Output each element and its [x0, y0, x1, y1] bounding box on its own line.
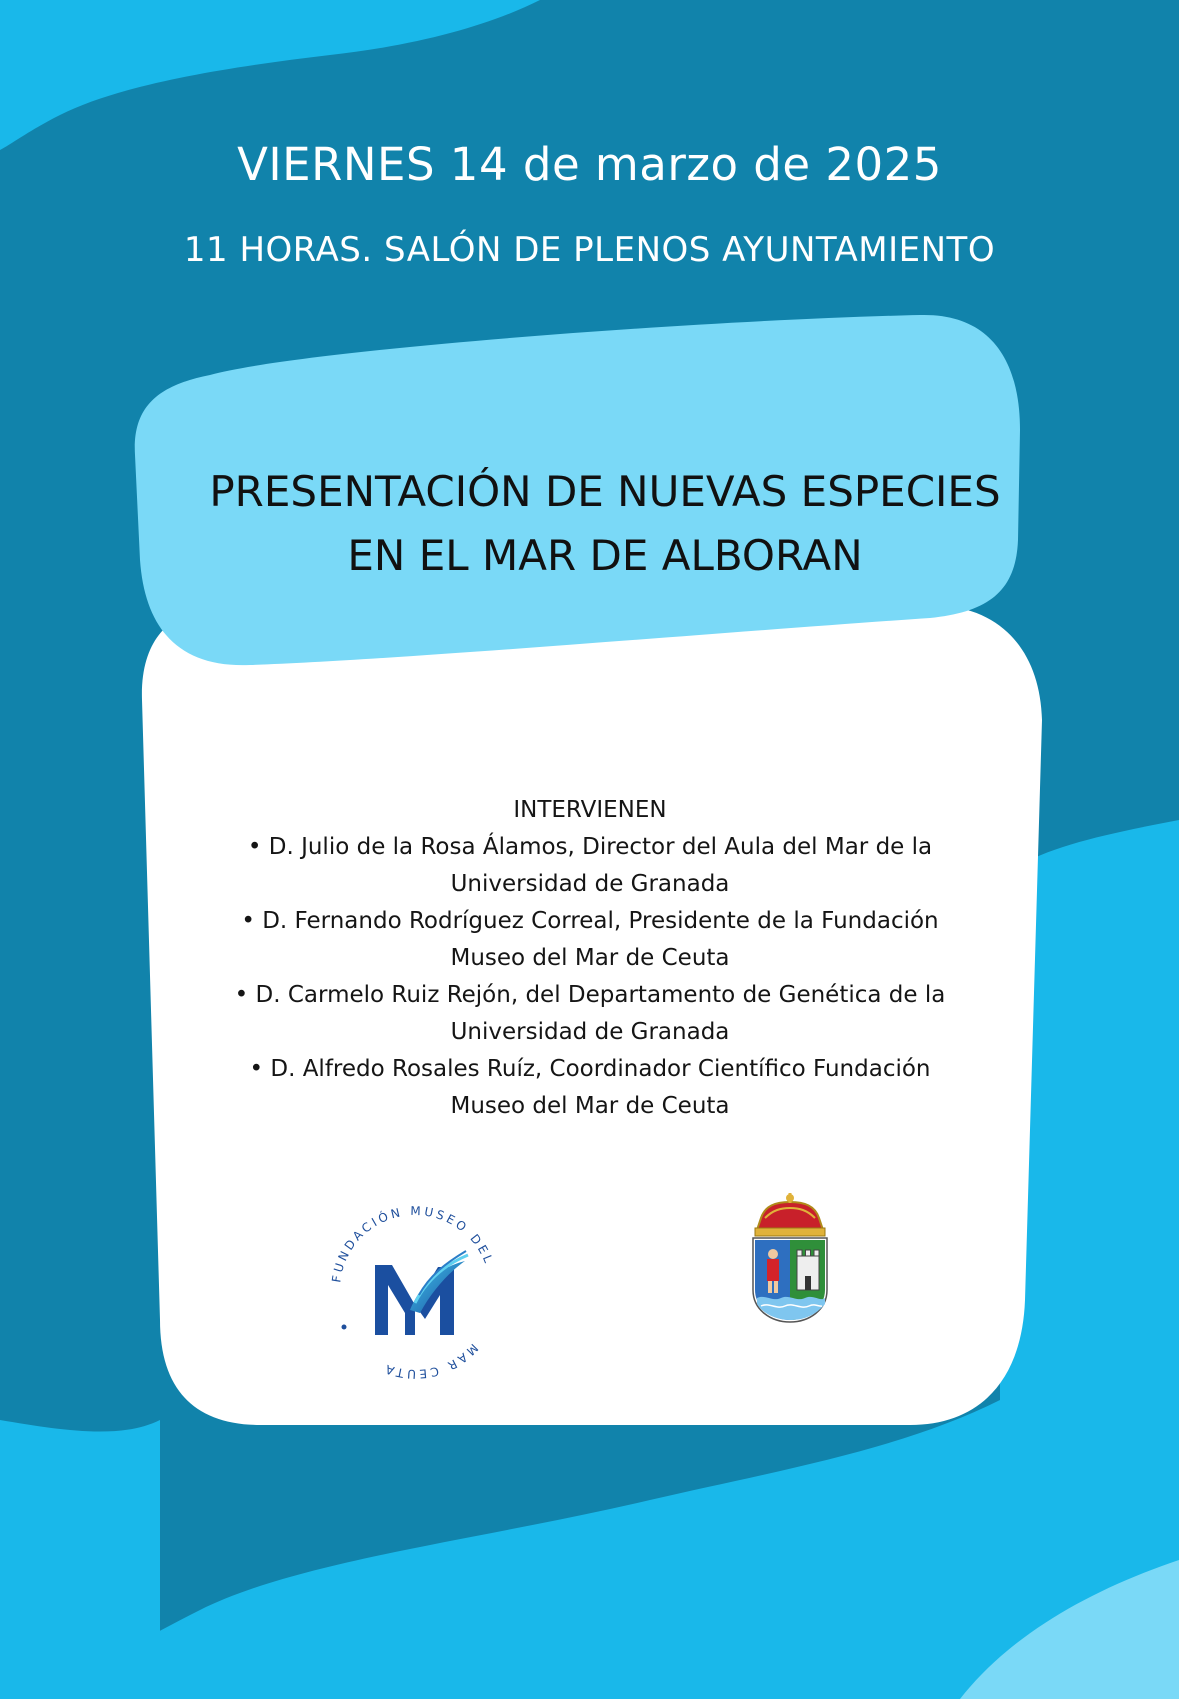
speaker-3-line-2: Universidad de Granada	[450, 1019, 730, 1045]
ayuntamiento-coat-of-arms	[745, 1190, 835, 1325]
event-title	[180, 460, 1030, 588]
speakers-heading: INTERVIENEN	[513, 797, 667, 823]
speaker-1-line-2: Universidad de Granada	[450, 871, 730, 897]
speaker-2-line-1: • D. Fernando Rodríguez Correal, Presidente de la Fundación	[241, 908, 939, 934]
event-place: 11 HORAS. SALÓN DE PLENOS AYUNTAMIENTO	[183, 230, 996, 270]
museo-del-mar-logo	[320, 1195, 510, 1385]
speakers-list	[150, 792, 1030, 1125]
speaker-4-line-1: • D. Alfredo Rosales Ruíz, Coordinador Científico Fundación	[249, 1056, 931, 1082]
speaker-1-line-1: • D. Julio de la Rosa Álamos, Director del Aula del Mar de la	[247, 834, 933, 860]
title-line-1: PRESENTACIÓN DE NUEVAS ESPECIES	[209, 467, 1001, 516]
speaker-3-line-1: • D. Carmelo Ruiz Rejón, del Departamento de Genética de la	[234, 982, 946, 1008]
svg-text:MAR CEUTA: MAR CEUTA	[380, 1340, 481, 1382]
title-line-2: EN EL MAR DE ALBORAN	[347, 531, 863, 580]
speaker-4-line-2: Museo del Mar de Ceuta	[450, 1093, 730, 1119]
event-date: VIERNES 14 de marzo de 2025	[237, 138, 942, 191]
svg-text:FUNDACIÓN MUSEO DEL: FUNDACIÓN MUSEO DEL	[329, 1203, 497, 1284]
speaker-2-line-2: Museo del Mar de Ceuta	[450, 945, 730, 971]
